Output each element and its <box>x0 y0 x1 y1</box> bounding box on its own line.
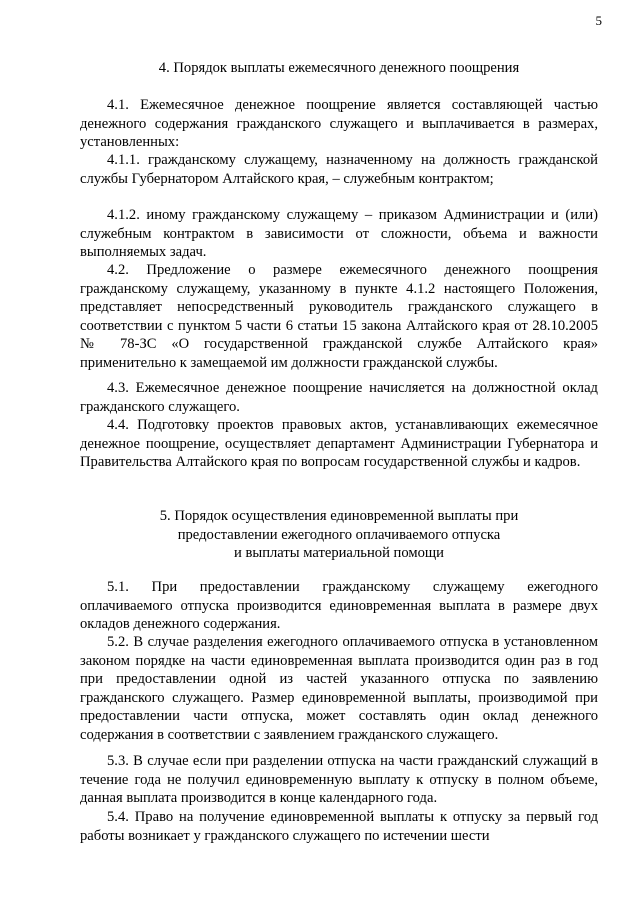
paragraph-5-4: 5.4. Право на получение единовременной выплаты к отпуску за первый год работы возникает у гражданского служащего по истечении шести <box>80 809 598 844</box>
section-5-title-line-1: 5. Порядок осуществления единовременной выплаты при <box>159 508 519 524</box>
paragraph-5-3: 5.3. В случае если при разделении отпуска на части гражданский служащий в течение года не получил единовременную выплату к отпуску в полном объеме, данная выплата производится в конце календарного года. <box>80 753 598 806</box>
section-4-title: 4. Порядок выплаты ежемесячного денежного поощрения <box>158 60 520 76</box>
paragraph-4-4: 4.4. Подготовку проектов правовых актов, устанавливающих ежемесячное денежное поощрение, осуществляет департамент Администрации Губернатора и Правительства Алтайского края по вопросам государственной службы и кадров. <box>80 417 598 470</box>
section-5-title-line-3: и выплаты материальной помощи <box>234 545 444 561</box>
paragraph-4-3: 4.3. Ежемесячное денежное поощрение начисляется на должностной оклад гражданского служащего. <box>80 380 598 415</box>
paragraph-4-1: 4.1. Ежемесячное денежное поощрение является составляющей частью денежного содержания гражданского служащего и выплачивается в размерах, установленных: <box>80 97 598 150</box>
paragraph-4-1-1: 4.1.1. гражданскому служащему, назначенному на должность гражданской службы Губернатором Алтайского края, – служебным контрактом; <box>80 152 598 187</box>
paragraph-4-2: 4.2. Предложение о размере ежемесячного денежного поощрения гражданскому служащему, указанному в пункте 4.1.2 настоящего Положения, представляет непосредственный руководитель гражданского служащего в соответствии с пунктом 5 части 6 статьи 15 закона Алтайского края от 28.10.2005 № 78-ЗС «О государственной гражданской службе Алтайского края» применительно к замещаемой им должности гражданской службы. <box>80 262 598 371</box>
paragraph-4-1-2: 4.1.2. иному гражданскому служащему – приказом Администрации и (или) служебным контрактом в зависимости от сложности, объема и важности выполняемых задач. <box>80 207 598 260</box>
paragraph-5-2: 5.2. В случае разделения ежегодного оплачиваемого отпуска в установленном законом порядке на части единовременная выплата производится один раз в год при предоставлении одной из частей указанного отпуска по заявлению гражданского служащего. Размер единовременной выплаты, производимой при предоставлении части отпуска, может составлять один оклад денежного содержания в соответствии с заявлением гражданского служащего. <box>80 634 598 743</box>
paragraph-5-1: 5.1. При предоставлении гражданскому служащему ежегодного оплачиваемого отпуска производится единовременная выплата в размере двух окладов денежного содержания. <box>80 579 598 632</box>
page-number: 5 <box>595 13 602 28</box>
section-5-title <box>80 507 598 563</box>
section-5-title-line-2: предоставлении ежегодного оплачиваемого отпуска <box>177 526 501 543</box>
